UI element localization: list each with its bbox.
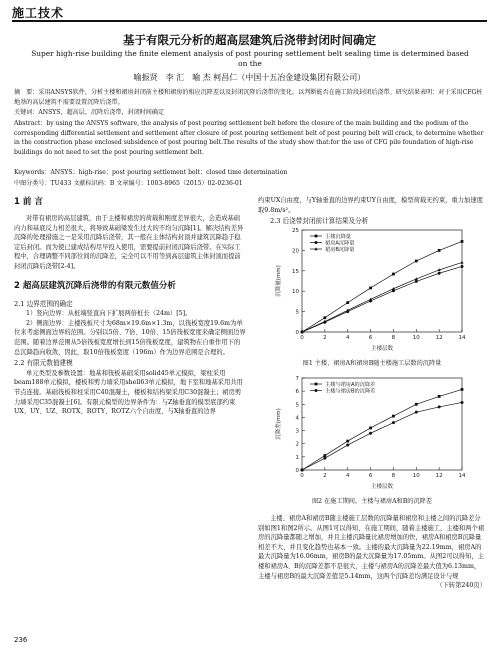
data-point — [461, 240, 464, 243]
article-title-cn: 基于有限元分析的超高层建筑后浇带封闭时间确定 — [123, 33, 376, 47]
legend-marker — [315, 383, 318, 386]
x-tick-label: 14 — [458, 473, 466, 479]
data-point — [346, 301, 349, 304]
figure-2-caption: 图2 在施工期间，主楼与裙房A和B的沉降差 — [311, 498, 433, 505]
data-point — [415, 411, 418, 414]
x-tick-label: 6 — [368, 335, 373, 341]
right-column-bottom — [258, 514, 486, 591]
series-line — [302, 402, 462, 470]
y-tick-label: 1 — [295, 454, 299, 461]
legend-marker — [315, 241, 318, 244]
data-point — [415, 280, 418, 283]
data-point — [461, 265, 464, 268]
data-point — [392, 421, 395, 424]
x-tick-label: 12 — [435, 335, 443, 341]
y-tick-label: 3 — [295, 428, 299, 435]
data-point — [346, 444, 349, 447]
y-tick-label: 10 — [292, 289, 299, 296]
y-tick-label: 2 — [295, 441, 299, 448]
data-point — [369, 432, 372, 435]
abstract-cn: 摘 要：采用ANSYS软件，分析主楼和裙房封闭前主楼和裙房的相应沉降差以及封闭沉降后浇带的变化，以判断能否在施工阶段封闭后浇带。研究结果表明：对于采用CFG桩地基的高层建筑不需要设置沉降后浇带。 — [14, 89, 483, 106]
section-label: 施工技术 — [12, 6, 65, 20]
x-tick-label: 0 — [300, 335, 304, 341]
x-tick-label: 4 — [345, 473, 350, 479]
x-tick-label: 12 — [435, 473, 443, 479]
legend-marker — [315, 389, 318, 392]
data-point — [460, 261, 463, 264]
data-point — [415, 260, 418, 263]
y-axis-label: 沉降量(mm) — [276, 265, 282, 297]
data-point — [301, 469, 304, 472]
figure-1-caption: 图1 主楼、裙房A和裙房B随主楼施工层数的沉降量 — [302, 360, 442, 367]
x-tick-label: 14 — [458, 335, 466, 341]
y-axis-label: 沉降差(mm) — [276, 408, 282, 440]
section-2-1-text-2: 2）侧面边界：主楼筏板尺寸为68m×19.6m×1.3m，以筏板宽度19.6m为单位来考虑侧面边界的范围。分别以5倍、7倍、10倍、15倍筏板宽度来确定侧面边界范围。随着边界范围从5倍筏板宽度增长到15倍筏板宽度，建筑物在自重作用下的总沉降趋向收敛，因此，取10倍筏板宽度（196m）作为边界范围是合理的。 — [14, 319, 246, 356]
x-tick-label: 10 — [412, 335, 420, 341]
x-tick-label: 2 — [323, 335, 327, 341]
section-1-text: 对带有裙房的高层建筑，由于主楼和裙房的荷载和刚度差异很大，会造成基础内力和基底反力相差很大，将导致基础梁发生过大的不均匀沉降[1]。解决结构差异沉降的处理措施之一是采用沉降后浇带，其一般在主体结构封顶并建筑沉降趋于稳定后封闭。而为使已建成结构尽早投入使用，需要提前封闭沉降后浇带。在实际工程中，合理调整不同部位间的沉降差，完全可以不用等到高层建筑主体封顶而提前封闭沉降后浇带[2-4]。 — [14, 215, 244, 270]
article-title-en: Super high-rise building the finite element analysis of post pouring settlement belt sealing time is determined based on the — [31, 49, 469, 68]
y-tick-label: 7 — [295, 376, 299, 382]
x-tick-label: 10 — [412, 473, 420, 479]
section-2-2-heading: 2.2 有限元数值建模 — [14, 359, 73, 368]
continued-note: （下转第240页） — [436, 582, 486, 590]
y-tick-label: 0 — [295, 468, 299, 474]
data-point — [323, 316, 326, 319]
data-point — [346, 440, 349, 443]
x-tick-label: 6 — [368, 473, 373, 479]
left-column — [14, 196, 246, 417]
y-tick-label: 15 — [292, 268, 299, 275]
section-2-1-text-1: 1）竖向边界：从桩端竖直向下扩展两倍桩长（24m）[5]。 — [26, 310, 192, 318]
x-tick-label: 8 — [391, 335, 396, 341]
article-authors: 喻振贤 李 汇 喻 杰 柯昌仁（中国十五冶金建设集团有限公司） — [133, 73, 366, 82]
classification-line: 中图分类号：TU433 文献标识码：B 文章编号：1003-8965（2015）02-0236-01 — [14, 180, 243, 187]
keywords-cn: 关键词：ANSYS，超高层，沉降后浇带，封闭时间确定 — [14, 109, 165, 116]
legend-label: 裙房A沉降量 — [325, 240, 355, 247]
x-tick-label: 2 — [323, 473, 327, 479]
right-column-text-top: 约束UX自由度，与Y轴垂直的边界约束UY自由度，模型荷载无约束，重力加速度取9.8m/s²。 — [258, 197, 483, 214]
y-tick-label: 5 — [295, 309, 299, 316]
y-tick-label: 5 — [295, 402, 299, 409]
legend-label: 主楼与裙房A的沉降差 — [325, 382, 376, 388]
abstract-en: Abstract：by using the ANSYS software, the analysis of post pouring settlement belt before the closure of the main building and the podium of the corresponding differential settlement and settlement after closure of post pouring settlement belt of post pouring belt will crack, to determine whether in the construction phase enclosed subsidence of post pouring belt.The results of the study show that:for the use of CFG pile foundation of high-rise buildings do not need to set the post pouring settlement belt. — [14, 120, 484, 156]
page-number: 236 — [14, 636, 28, 644]
x-tick-label: 4 — [345, 335, 350, 341]
section-2-1-heading: 2.1 边界范围的确定 — [14, 299, 73, 308]
data-point — [438, 272, 441, 275]
x-axis-label: 主楼层数 — [370, 346, 394, 352]
data-point — [369, 287, 372, 290]
section-2-3-heading: 2.3 后浇带封闭前计算结果及分析 — [270, 217, 369, 226]
x-tick-label: 0 — [300, 473, 304, 479]
x-axis-label: 主楼层数 — [370, 484, 394, 490]
section-1-heading: 1 前 言 — [14, 197, 43, 207]
data-point — [461, 388, 464, 391]
right-column-text-bottom: 主楼、裙房A和裙房B随主楼施工层数的沉降量和裙房和主楼之间的沉降差分别如图1和图2所示。从图1可以得知，在施工期间，随着主楼施工，主楼和两个裙房的沉降量都随之增加，并且主楼沉降量比裙房增加的快，裙房A和裙房B沉降量相差不大，并且变化趋势也基本一致。主楼的最大沉降量为22.19mm，裙房A的最大沉降量为16.06mm，裙房B的最大沉降量为17.05mm。从图2可以得知，主楼和裙房A、B的沉降差都不是很大，主楼与裙房A的沉降差最大值为6.13mm，主楼与裙房B的最大沉降差值是5.14mm，这两个沉降差均满足设计与规 — [258, 515, 485, 580]
section-2-heading: 2 超高层建筑沉降后浇带的有限元数值分析 — [14, 280, 176, 291]
data-point — [415, 403, 418, 406]
data-point — [461, 401, 464, 404]
y-tick-label: 4 — [295, 415, 299, 422]
legend-marker — [315, 235, 318, 238]
data-point — [323, 454, 326, 457]
legend-label: 主楼与裙房B的沉降差 — [325, 388, 376, 395]
data-point — [369, 427, 372, 430]
header-rule — [12, 20, 487, 22]
y-tick-label: 6 — [295, 389, 299, 396]
y-tick-label: 25 — [292, 228, 299, 234]
data-point — [323, 457, 326, 460]
section-2-2-text: 单元类型及参数设置：地基和筏板基础采用solid45单元模拟，梁柱采用beam188单元模拟，楼板和剪力墙采用shell63单元模拟，地下室和地基采用共用节点连接。基础筏板和柱采用C40混凝土，楼板和结构梁采用C30混凝土；裙房剪力墙采用C35混凝土[6]。有限元模型的边界条件为：与Z轴垂直的模型底部约束UX、UY、UZ、ROTX、ROTY、ROTZ六个自由度，与X轴垂直的边界 — [14, 369, 243, 416]
legend-label: 裙房B沉降量 — [325, 247, 355, 253]
data-point — [438, 249, 441, 252]
data-point — [438, 405, 441, 408]
keywords-en: Keywords：ANSYS；high-rise；post pouring settlement belt；closed time determination — [14, 169, 288, 176]
data-point — [392, 273, 395, 276]
figure-1-chart — [268, 224, 478, 354]
y-tick-label: 0 — [295, 330, 299, 336]
x-tick-label: 8 — [391, 473, 396, 479]
figure-2-chart — [268, 372, 478, 492]
data-point — [438, 395, 441, 398]
legend-label: 主楼沉降量 — [325, 234, 351, 240]
data-point — [392, 415, 395, 418]
y-tick-label: 20 — [292, 248, 299, 255]
right-column-top — [258, 196, 486, 227]
